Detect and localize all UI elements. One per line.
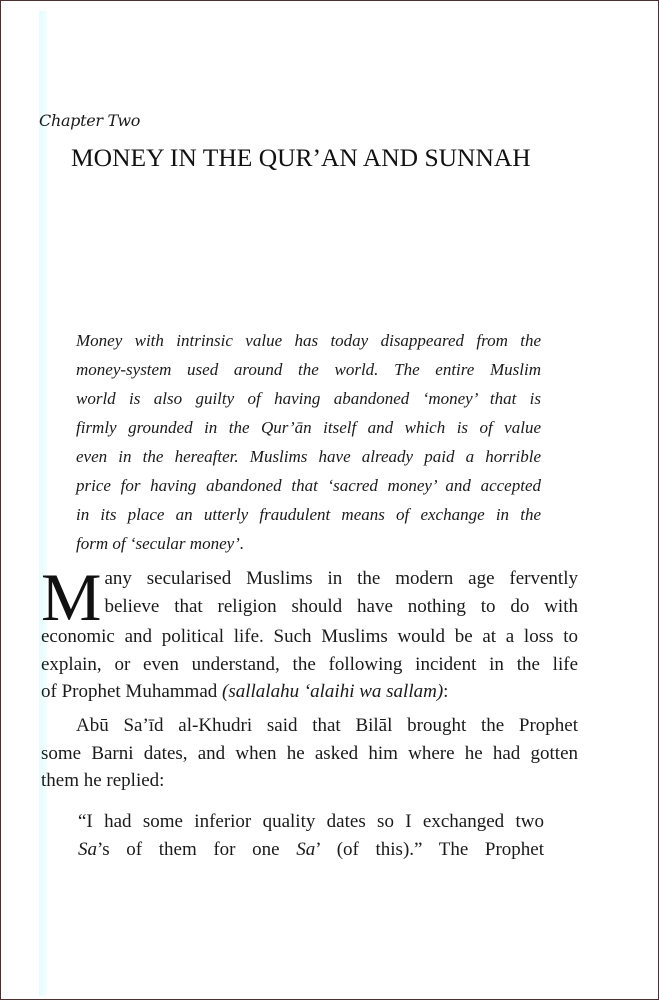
- paragraph-line: any secularised Muslims in the modern age fervently: [104, 568, 578, 589]
- epigraph-line: Money with intrinsic value has today disappeared from the: [76, 331, 541, 350]
- honorific-text: (sallalahu ‘alaihi wa sallam): [222, 681, 444, 702]
- block-quote: [78, 808, 544, 863]
- paragraph-line: believe that religion should have nothing to do with: [104, 595, 578, 617]
- paragraph-line: them he replied:: [41, 770, 165, 791]
- drop-cap: M: [41, 559, 102, 635]
- text-run: ’ (of this).” The Prophet: [315, 838, 545, 860]
- page-gutter-shadow: [39, 11, 47, 996]
- paragraph-2: [41, 712, 578, 795]
- chapter-title: MONEY IN THE QUR’AN AND SUNNAH: [71, 143, 531, 172]
- text-run: :: [443, 681, 449, 702]
- chapter-label: Chapter Two: [39, 111, 141, 130]
- quote-line: “I had some inferior quality dates so I exchanged two: [78, 811, 544, 832]
- epigraph-line: money-system used around the world. The entire Muslim: [76, 360, 541, 379]
- paragraph-line: explain, or even understand, the following incident in the life: [41, 653, 578, 675]
- text-run: Sa: [296, 838, 316, 860]
- text-run: ’s of them for one: [97, 838, 297, 860]
- paragraph-line: economic and political life. Such Muslims would be at a loss to: [41, 626, 578, 647]
- paragraph-line: Abū Sa’īd al-Khudri said that Bilāl brought the Prophet: [76, 715, 578, 736]
- text-run: of Prophet Muhammad: [41, 681, 223, 702]
- quote-line: [78, 836, 544, 864]
- epigraph-line: form of ‘secular money’.: [76, 534, 245, 553]
- paragraph-line: [41, 678, 578, 706]
- paragraph-line: some Barni dates, and when he asked him where he had gotten: [41, 742, 578, 764]
- epigraph-line: even in the hereafter. Muslims have already paid a horrible: [76, 447, 541, 466]
- paragraph-1: [41, 559, 578, 706]
- epigraph-line: in its place an utterly fraudulent means of exchange in the: [76, 505, 541, 524]
- epigraph-line: world is also guilty of having abandoned ‘money’ that is: [76, 389, 541, 408]
- epigraph: [76, 326, 541, 558]
- epigraph-line: firmly grounded in the Qur’ān itself and which is of value: [76, 418, 541, 437]
- epigraph-line: price for having abandoned that ‘sacred money’ and accepted: [76, 476, 541, 495]
- text-run: Sa: [78, 838, 97, 860]
